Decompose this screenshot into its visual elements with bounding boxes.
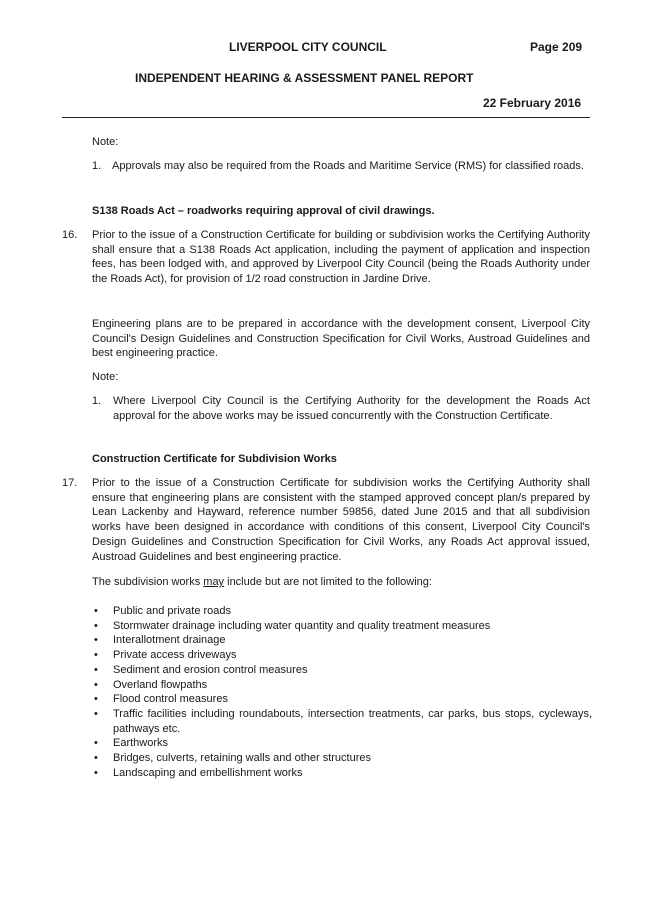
header-divider <box>62 117 590 118</box>
bullet-icon: • <box>94 766 98 779</box>
list-item <box>92 751 592 766</box>
engineering-plans-paragraph: Engineering plans are to be prepared in accordance with the development consent, Liverpool City Council's Design Guidelines and Construction Specification for Civil Works, Austroad Guidelines and best engineering practice. <box>92 318 590 360</box>
subdivision-heading: Construction Certificate for Subdivision Works <box>92 453 337 465</box>
bullet-icon: • <box>94 693 98 706</box>
note-item-number: 1. <box>92 160 102 172</box>
list-item <box>92 619 592 634</box>
list-item-text: Landscaping and embellishment works <box>113 766 303 779</box>
condition-number-17: 17. <box>62 477 78 489</box>
bullet-icon: • <box>94 737 98 750</box>
underlined-may: may <box>203 576 225 588</box>
condition-number-16: 16. <box>62 229 78 241</box>
s138-note-number: 1. <box>92 395 102 407</box>
list-item <box>92 736 592 751</box>
bullet-icon: • <box>94 752 98 765</box>
list-item-text: Earthworks <box>113 737 169 750</box>
s138-note-text: Where Liverpool City Council is the Certifying Authority for the development the Roads Act approval for the above works may be issued concurrently with the Construction Certificate. <box>113 395 590 422</box>
list-item-text: Bridges, culverts, retaining walls and other structures <box>113 752 372 765</box>
note-item-text: Approvals may also be required from the Roads and Maritime Service (RMS) for classified roads. <box>112 160 584 172</box>
bullet-icon: • <box>94 619 98 632</box>
list-item-text: Stormwater drainage including water quantity and quality treatment measures <box>113 619 491 632</box>
bullet-icon: • <box>94 678 98 691</box>
subdivision-works-list <box>92 604 592 780</box>
bullet-icon: • <box>94 634 98 647</box>
list-item <box>92 604 592 619</box>
intro-text-start: The subdivision works <box>92 576 204 588</box>
list-item-text: Overland flowpaths <box>113 678 208 691</box>
list-item <box>92 663 592 678</box>
subdivision-works-intro <box>92 575 432 590</box>
list-item-text: Interallotment drainage <box>113 634 226 647</box>
list-item-text: Traffic facilities including roundabouts, intersection treatments, car parks, bus stops, cycleways, pathways etc. <box>113 707 592 735</box>
list-item-text: Flood control measures <box>113 693 228 706</box>
page-number: Page 209 <box>530 40 583 54</box>
list-item <box>92 633 592 648</box>
s138-heading: S138 Roads Act – roadworks requiring approval of civil drawings. <box>92 205 435 217</box>
list-item-text: Sediment and erosion control measures <box>113 663 308 676</box>
condition-17-paragraph: Prior to the issue of a Construction Certificate for subdivision works the Certifying Authority shall ensure that engineering plans are consistent with the stamped approved concept plan/s prepared by Lean Lackenby and Hayward, reference number 59856, dated June 2015 and that all subdivision works have been designed in accordance with conditions of this consent, Liverpool City Council's Design Guidelines and Construction Specification for Civil Works, any Roads Act approval issued, Austroad Guidelines and best engineering practice. <box>92 477 590 563</box>
intro-text-end: include but are not limited to the following: <box>224 576 432 588</box>
s138-note-label: Note: <box>92 371 119 383</box>
note-label: Note: <box>92 136 119 148</box>
report-title: INDEPENDENT HEARING & ASSESSMENT PANEL REPORT <box>135 71 474 85</box>
council-name: LIVERPOOL CITY COUNCIL <box>229 40 387 54</box>
list-item-text: Public and private roads <box>113 605 232 617</box>
list-item <box>92 707 592 736</box>
list-item-text: Private access driveways <box>113 649 237 662</box>
condition-16-paragraph: Prior to the issue of a Construction Certificate for building or subdivision works the Certifying Authority shall ensure that a S138 Roads Act application, including the payment of application and inspection fees, has been lodged with, and approved by Liverpool City Council (being the Roads Authority under the Roads Act), for provision of 1/2 road construction in Jardine Drive. <box>92 229 590 286</box>
bullet-icon: • <box>94 663 98 676</box>
bullet-icon: • <box>94 649 98 662</box>
bullet-icon: • <box>94 605 98 617</box>
list-item <box>92 766 592 781</box>
bullet-icon: • <box>94 707 98 720</box>
report-date: 22 February 2016 <box>483 96 582 110</box>
list-item <box>92 692 592 707</box>
list-item <box>92 648 592 663</box>
list-item <box>92 678 592 693</box>
